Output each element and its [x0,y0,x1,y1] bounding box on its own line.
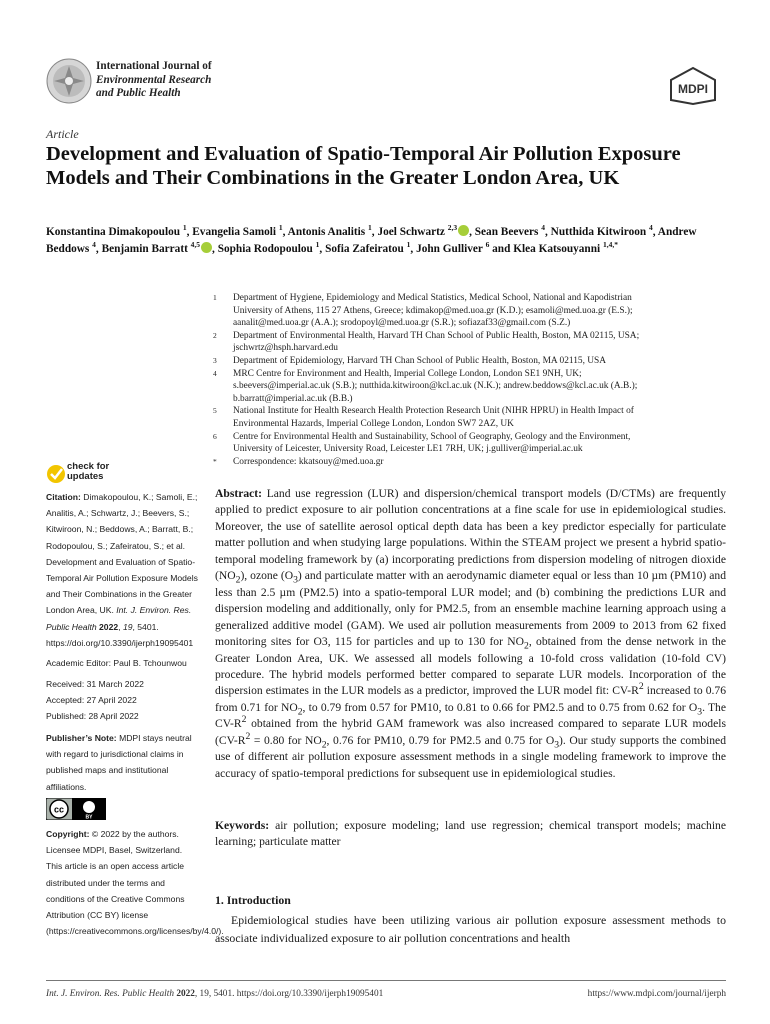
keywords: Keywords: air pollution; exposure modeling; land use regression; chemical transport models; machine learning; particulate matter [215,819,726,849]
author-list: Konstantina Dimakopoulou $^1$, Evangelia Samoli $^1$, Antonis Analitis $^1$, Joel Schwartz $^{2,3}$ , Sean Beevers $^4$, Nutthida Kitwiroon $^4$, Andrew Beddows $^4$, Benjamin Barratt $^{4,5}$ , Sophia Rodopoulou $^1$, Sofia Zafeiratou $^1$, John Gulliver $^6$ and Klea Katsouyanni $^{1,4,*}$ [46,223,697,255]
affiliation-item: * Correspondence: kkatsouy@med.uoa.gr [213,456,384,467]
footer-journal-url[interactable]: https://www.mdpi.com/journal/ijerph [587,989,726,999]
author-name: Sophia Rodopoulou $^1$ [217,239,320,255]
citation-block: Citation: Dimakopoulou, K.; Samoli, E.; Analitis, A.; Schwartz, J.; Beevers, S.; Kitwiroon, N.; Beddows, A.; Barratt, B.; Rodopoulou, S.; Zafeiratou, S.; et al. Development and Evaluation of Spatio-Temporal Air Pollution Exposure Models and Their Combinations in the Greater London Area, UK. Int. J. Environ. Res. Public Health 2022, 19, 5401. https://doi.org/10.3390/ijerph19095401 [46,492,198,648]
author-name: John Gulliver $^6$ [416,239,490,255]
author-name: Benjamin Barratt $^{4,5}$ [102,243,212,255]
academic-editor: Academic Editor: Paul B. Tchounwou [46,658,187,668]
affiliation-item: 5 National Institute for Health Research Health Protection Research Unit (NIHR HPRU) in Health Impact of Environmental Hazards, Imperial College London, London SW7 2AZ, UK [213,406,634,429]
author-name: Joel Schwartz $^{2,3}$ [377,226,469,238]
article-type: Article [46,127,79,141]
author-name: Nutthida Kitwiroon $^4$ [550,223,653,238]
orcid-icon[interactable] [458,225,469,236]
author-name: Sofia Zafeiratou $^1$ [325,239,411,255]
author-name: Sean Beevers $^4$ [474,223,546,238]
svg-text:cc: cc [53,804,65,815]
author-name: Antonis Analitis $^1$ [287,223,372,238]
publisher-note: Publisher’s Note: MDPI stays neutral with regard to jurisdictional claims in published maps and institutional affiliations. [46,733,192,792]
received-date: Received: 31 March 2022 [46,679,144,689]
accepted-date: Accepted: 27 April 2022 [46,695,137,705]
svg-text:MDPI: MDPI [678,82,708,96]
cc-by-license-icon[interactable] [46,798,106,820]
footer-divider [46,980,726,981]
author-name: Konstantina Dimakopoulou $^1$ [46,223,187,238]
affiliation-item: 3 Department of Epidemiology, Harvard TH Chan School of Public Health, Boston, MA 02115, USA [213,355,607,366]
paper-title: Development and Evaluation of Spatio-Temporal Air Pollution Exposure Models and Their Combinations in the Greater London Area, UK [46,143,681,189]
footer-citation: Int. J. Environ. Res. Public Health 2022, 19, 5401. https://doi.org/10.3390/ijerph19095401 [46,989,384,999]
journal-logo [46,58,92,104]
affiliation-item: 1 Department of Hygiene, Epidemiology and Medical Statistics, Medical School, National and Kapodistrian University of Athens, 115 27 Athens, Greece; kdimakop@med.uoa.gr (K.D.); esamoli@med.uoa.gr (E.S.); aanalit@med.uoa.gr (A.A.); srodopoyl@med.uoa.gr (S.R.); sofiazaf33@gmail.com (S.Z.) [213,293,633,329]
mdpi-logo [668,66,718,106]
affiliation-item: 6 Centre for Environmental Health and Sustainability, School of Geography, Geology and the Environment, University of Leicester, University Road, Leicester LE1 7RH, UK; j.gulliver@imperial.ac.uk [213,431,631,455]
published-date: Published: 28 April 2022 [46,711,139,721]
introduction-paragraph: Epidemiological studies have been utilizing various air pollution exposure assessment methods to associate individualized exposure to air pollution concentrations and health [215,913,726,945]
affiliations [213,292,728,468]
author-name: Andrew Beddows $^4$ [46,226,697,255]
affiliation-item: 2 Department of Environmental Health, Harvard TH Chan School of Public Health, Boston, MA 02115, USA; jschwrtz@hsph.harvard.edu [213,330,640,354]
abstract: Abstract: Land use regression (LUR) and dispersion/chemical transport models (D/CTMs) are frequently applied to predict exposure to air pollution concentrations at a fine scale for use in epidemiological studies. Moreover, the use of satellite aerosol optical depth data has been a key predictor especially for particulate matter pollution and when studying large populations. Within the STEAM project we present a hybrid spatio-temporal modeling framework by (a) incorporating predictions from dispersion modeling of nitrogen dioxide $(NO_2)$, ozone $(O_3)$ and particulate matter with an aerodynamic diameter equal or less than 10 µm (PM10) and less than 2.5 µm (PM2.5) into a spatio-temporal LUR model; and (b) combining the predictions LUR and dispersion modeling and additionally, only for PM2.5, from an ensemble machine learning approach using a generalized additive model (GAM). We used air pollution measurements from 2009 to 2013 from 62 fixed monitoring sites for O3, 115 for particles and up to 130 for $NO_2$, obtained from the dense network in the Greater London Area, UK. We assessed all models following a 10-fold cross validation (10-fold CV) procedure. The hybrid models performed better compared to separate LUR models. Incorporation of the dispersion estimates in the LUR models as a predictor, improved the LUR model fit: $CV-R^2$ increased to 0.76 from 0.71 for $NO_2$, to 0.79 from 0.57 for PM10, to 0.81 to 0.66 for PM2.5 and to 0.75 from 0.62 for $O_3$. The $CV-R^2$ obtained from the hybrid GAM framework was also increased compared to separate LUR models ($CV-R^2 = 0.80$ for $NO_2$, 0.76 for PM10, 0.79 for PM2.5 and 0.75 for $O_3$). Our study supports the combined use of different air pollution exposure assessment methods in a single modeling framework to improve the accuracy of spatio-temporal predictions for subsequent use in epidemiological studies. [215,487,727,780]
author-name: Klea Katsouyanni $^{1,4,*}$ [513,239,618,255]
journal-name: International Journal of Environmental Research and Public Health [96,60,212,99]
svg-text:BY: BY [85,814,93,820]
copyright: Copyright: © 2022 by the authors. Licensee MDPI, Basel, Switzerland. This article is an open access article distributed under the terms and conditions of the Creative Commons Attribution (CC BY) license (https://creativecommons.org/licenses/by/4.0/). [46,829,224,937]
section-heading-introduction: 1. Introduction [215,893,291,907]
check-updates-label[interactable]: check for updates [67,461,110,482]
affiliation-item: 4 MRC Centre for Environment and Health, Imperial College London, London SE1 9NH, UK; s.beevers@imperial.ac.uk (S.B.); nutthida.kitwiroon@kcl.ac.uk (N.K.); andrew.beddows@kcl.ac.uk (A.B.); b.barratt@imperial.ac.uk (B.B.) [213,368,638,404]
orcid-icon[interactable] [201,242,212,253]
author-name: Evangelia Samoli $^1$ [192,223,283,238]
